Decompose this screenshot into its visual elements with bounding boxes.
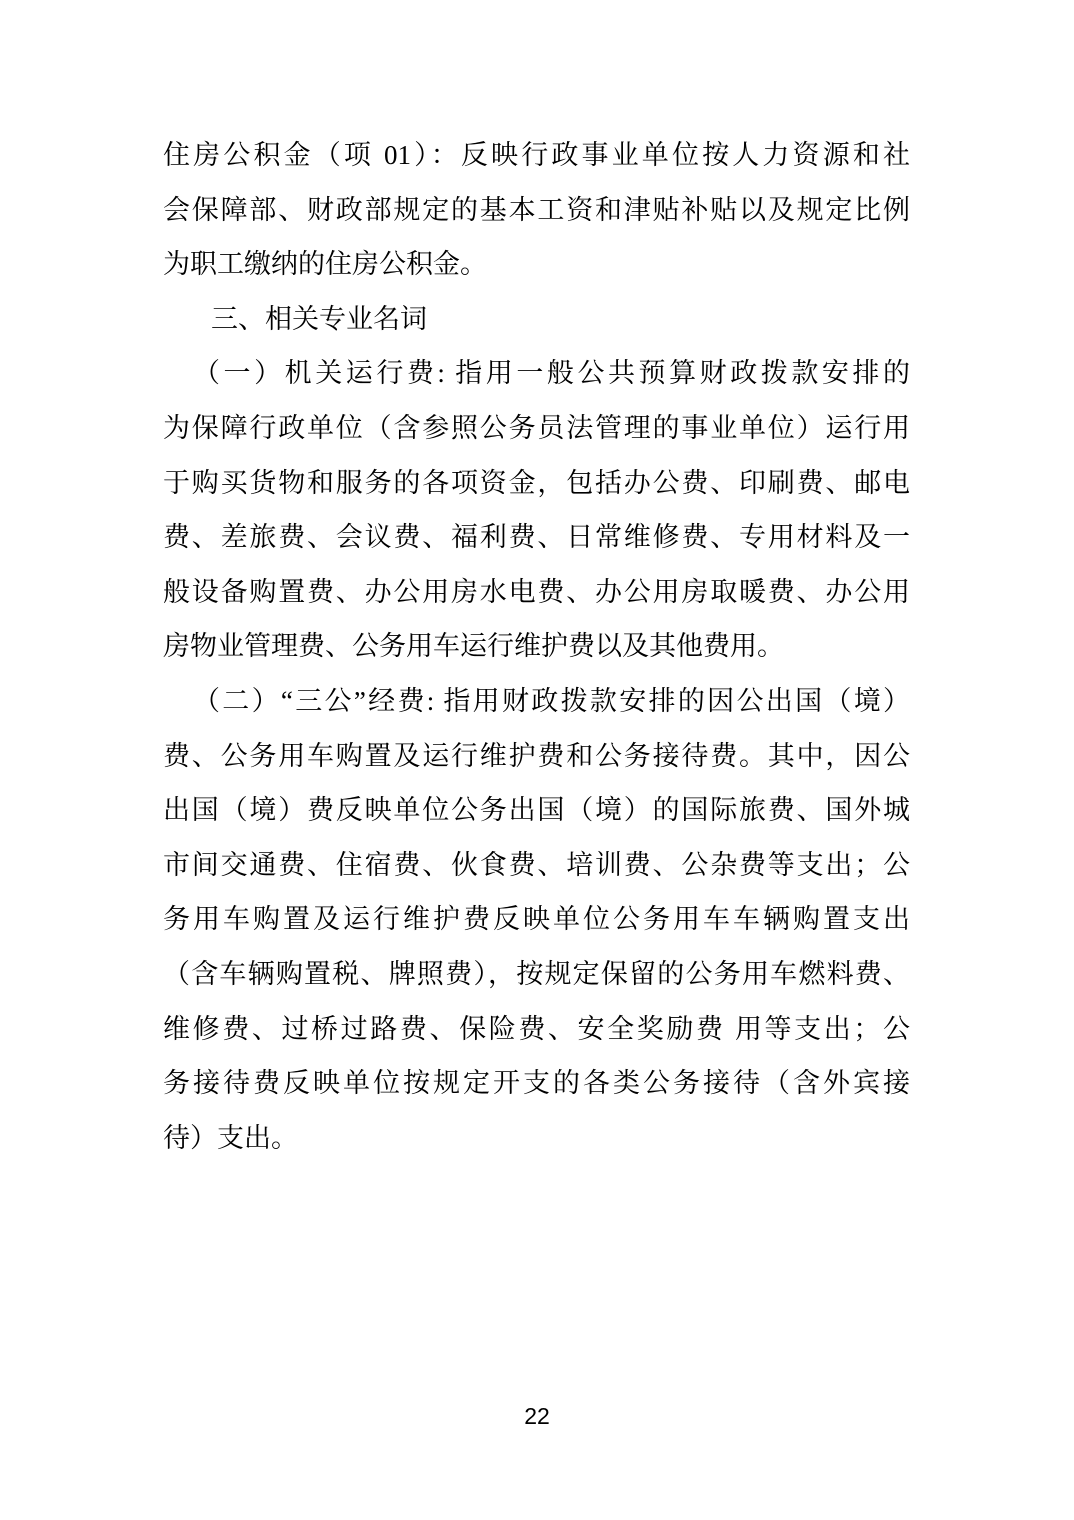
text-line: 务用车购置及运行维护费反映单位公务用车车辆购置支出 — [163, 904, 910, 935]
text-line: 费、公务用车购置及运行维护费和公务接待费。其中，因公 — [163, 740, 910, 771]
text-line: 为职工缴纳的住房公积金。 — [163, 249, 487, 280]
text-line: 住房公积金（项 01）：反映行政事业单位按人力资源和社 — [163, 140, 910, 170]
text-line: （含车辆购置税、牌照费），按规定保留的公务用车燃料费、 — [163, 958, 910, 989]
text-line: 房物业管理费、公务用车运行维护费以及其他费用。 — [163, 631, 784, 662]
text-line: （一）机关运行费: 指用一般公共预算财政拨款安排的 — [193, 358, 910, 389]
text-line: 会保障部、财政部规定的基本工资和津贴补贴以及规定比例 — [163, 194, 910, 225]
page-number: 22 — [524, 1403, 550, 1429]
text-line: 市间交通费、住宿费、伙食费、培训费、公杂费等支出；公 — [163, 849, 910, 880]
text-line: 为保障行政单位（含参照公务员法管理的事业单位）运行用 — [163, 412, 910, 443]
text-line: 待）支出。 — [163, 1122, 298, 1153]
text-line: 费、差旅费、会议费、福利费、日常维修费、专用材料及一 — [163, 522, 910, 553]
text-line: 般设备购置费、办公用房水电费、办公用房取暖费、办公用 — [163, 576, 910, 607]
text-line: 维修费、过桥过路费、保险费、安全奖励费 用等支出；公 — [163, 1013, 910, 1044]
text-line: 务接待费反映单位按规定开支的各类公务接待（含外宾接 — [163, 1068, 910, 1099]
text-line: 出国（境）费反映单位公务出国（境）的国际旅费、国外城 — [163, 795, 910, 826]
text-line: 三、相关专业名词 — [211, 303, 427, 334]
text-line: （二）“三公”经费: 指用财政拨款安排的因公出国（境） — [193, 685, 910, 716]
text-line: 于购买货物和服务的各项资金，包括办公费、印刷费、邮电 — [163, 467, 910, 498]
document-body — [163, 128, 910, 1165]
